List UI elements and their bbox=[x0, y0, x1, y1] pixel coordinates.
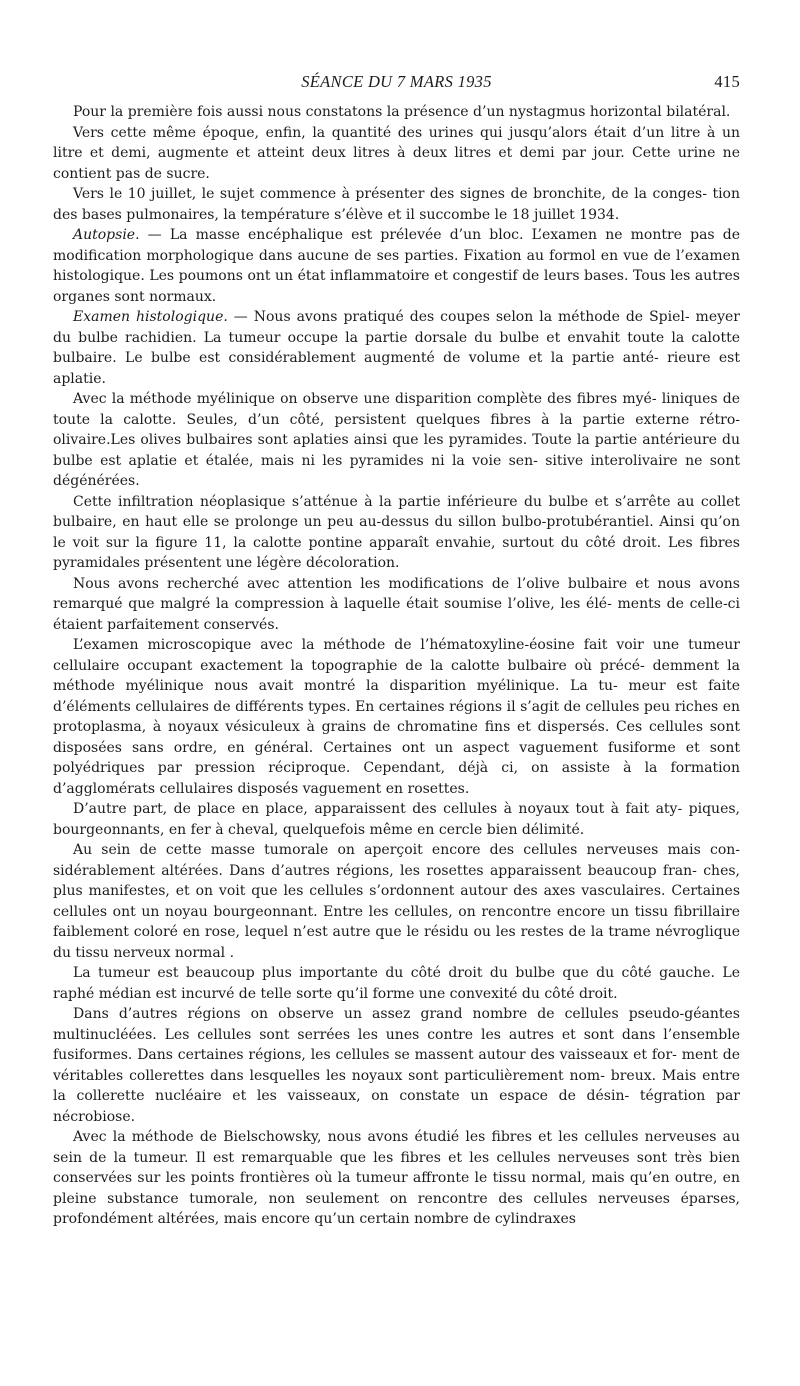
paragraph bbox=[53, 1004, 740, 1127]
paragraph bbox=[53, 574, 740, 636]
paragraph-text: — Nous avons pratiqué des coupes selon la méthode de Spiel- meyer du bulbe rachidien. La tumeur occupe la partie dorsale du bulbe et envahit toute la calotte bulbaire. Le bulbe est considérablement augmenté de volume et la partie anté- rieure est aplatie. bbox=[53, 309, 740, 387]
paragraph bbox=[53, 307, 740, 389]
article-body bbox=[53, 102, 740, 1230]
paragraph-text: Nous avons recherché avec attention les modifications de l’olive bulbaire et nous avons remarqué que malgré la compression à laquelle était soumise l’olive, les élé- ments de celle-ci étaient parfaitement conservés. bbox=[53, 575, 740, 633]
paragraph bbox=[53, 963, 740, 1004]
paragraph bbox=[53, 225, 740, 307]
paragraph bbox=[53, 389, 740, 492]
paragraph bbox=[53, 635, 740, 799]
paragraph bbox=[53, 799, 740, 840]
paragraph bbox=[53, 184, 740, 225]
paragraph-text: L’examen microscopique avec la méthode de l’hématoxyline-éosine fait voir une tumeur cellulaire occupant exactement la topographie de la calotte bulbaire où précé- demment la méthode myélinique nous avait montré la disparition myélinique. La tu- meur est faite d’éléments cellulaires de différents types. En certaines régions il s’agit de cellules peu riches en protoplasma, à noyaux vésiculeux à grains de chromatine fins et dispersés. Ces cellules sont disposées sans ordre, en général. Certaines ont un aspect vaguement fusiforme et sont polyédriques par pression réciproque. Cependant, déjà ci, on assiste à la formation d’agglomérats cellulaires disposés vaguement en rosettes. bbox=[53, 637, 740, 797]
paragraph-lead: Autopsie. bbox=[73, 227, 140, 243]
paragraph bbox=[53, 492, 740, 574]
paragraph-text: Vers le 10 juillet, le sujet commence à présenter des signes de bronchite, de la conges- tion des bases pulmonaires, la température s’élève et il succombe le 18 juillet 1934. bbox=[53, 186, 740, 223]
paragraph bbox=[53, 123, 740, 185]
page-number: 415 bbox=[714, 72, 740, 91]
running-title: SÉANCE DU 7 MARS 1935 bbox=[301, 72, 492, 91]
paragraph-text: Pour la première fois aussi nous constatons la présence d’un nystagmus horizontal bilatéral. bbox=[73, 104, 731, 120]
paragraph-text: D’autre part, de place en place, apparaissent des cellules à noyaux tout à fait aty- piques, bourgeonnants, en fer à cheval, quelquefois même en cercle bien délimité. bbox=[53, 801, 740, 838]
paragraph bbox=[53, 1127, 740, 1230]
paragraph-text: Cette infiltration néoplasique s’atténue à la partie inférieure du bulbe et s’arrête au collet bulbaire, en haut elle se prolonge un peu au-dessus du sillon bulbo-protubérantiel. Ainsi qu’on le voit sur la figure 11, la calotte pontine apparaît envahie, surtout du côté droit. Les fibres pyramidales présentent une légère décoloration. bbox=[53, 493, 740, 571]
paragraph-text: Dans d’autres régions on observe un assez grand nombre de cellules pseudo-géantes multinucléées. Les cellules sont serrées les unes contre les autres et sont dans l’ensemble fusiformes. Dans certaines régions, les cellules se massent autour des vaisseaux et for- ment de véritables collerettes dans lesquelles les noyaux sont particulièrement nom- breux. Mais entre la collerette nucléaire et les vaisseaux, on constate un espace de désin- tégration par nécrobiose. bbox=[53, 1006, 740, 1125]
paragraph-text: Avec la méthode de Bielschowsky, nous avons étudié les fibres et les cellules nerveuses au sein de la tumeur. Il est remarquable que les fibres et les cellules nerveuses sont très bien conservées sur les points frontières où la tumeur affronte le tissu normal, mais qu’en outre, en pleine substance tumorale, non seulement on rencontre des cellules nerveuses éparses, profondément altérées, mais encore qu’un certain nombre de cylindraxes bbox=[53, 1129, 740, 1227]
paragraph-text: — La masse encéphalique est prélevée d’un bloc. L’examen ne montre pas de modification morphologique dans aucune de ses parties. Fixation au formol en vue de l’examen histologique. Les poumons ont un état inflammatoire et congestif de leurs bases. Tous les autres organes sont normaux. bbox=[53, 227, 740, 305]
paragraph bbox=[53, 840, 740, 963]
paragraph-text: Vers cette même époque, enfin, la quantité des urines qui jusqu’alors était d’un litre à un litre et demi, augmente et atteint deux litres à deux litres et demi par jour. Cette urine ne contient pas de sucre. bbox=[53, 124, 740, 182]
paragraph-text: Au sein de cette masse tumorale on aperçoit encore des cellules nerveuses mais con- sidérablement altérées. Dans d’autres régions, les rosettes apparaissent beaucoup fran- ches, plus manifestes, et on voit que les cellules s’ordonnent autour des axes vasculaires. Certaines cellules ont un noyau bourgeonnant. Entre les cellules, on rencontre encore un tissu fibrillaire faiblement coloré en rose, lequel n’est autre que le résidu ou les restes de la trame névroglique du tissu nerveux normal . bbox=[53, 842, 740, 961]
journal-page bbox=[53, 72, 740, 1230]
paragraph-text: La tumeur est beaucoup plus importante du côté droit du bulbe que du côté gauche. Le raphé médian est incurvé de telle sorte qu’il forme une convexité du côté droit. bbox=[53, 965, 740, 1002]
paragraph bbox=[53, 102, 740, 123]
paragraph-lead: Examen histologique. bbox=[73, 309, 228, 325]
paragraph-text: Avec la méthode myélinique on observe une disparition complète des fibres myé- liniques de toute la calotte. Seules, d’un côté, persistent quelques fibres à la partie externe rétro-olivaire.Les olives bulbaires sont aplaties ainsi que les pyramides. Toute la partie antérieure du bulbe est aplatie et étalée, mais ni les pyramides ni la voie sen- sitive interolivaire ne sont dégénérées. bbox=[53, 391, 740, 489]
page-header bbox=[53, 72, 740, 102]
